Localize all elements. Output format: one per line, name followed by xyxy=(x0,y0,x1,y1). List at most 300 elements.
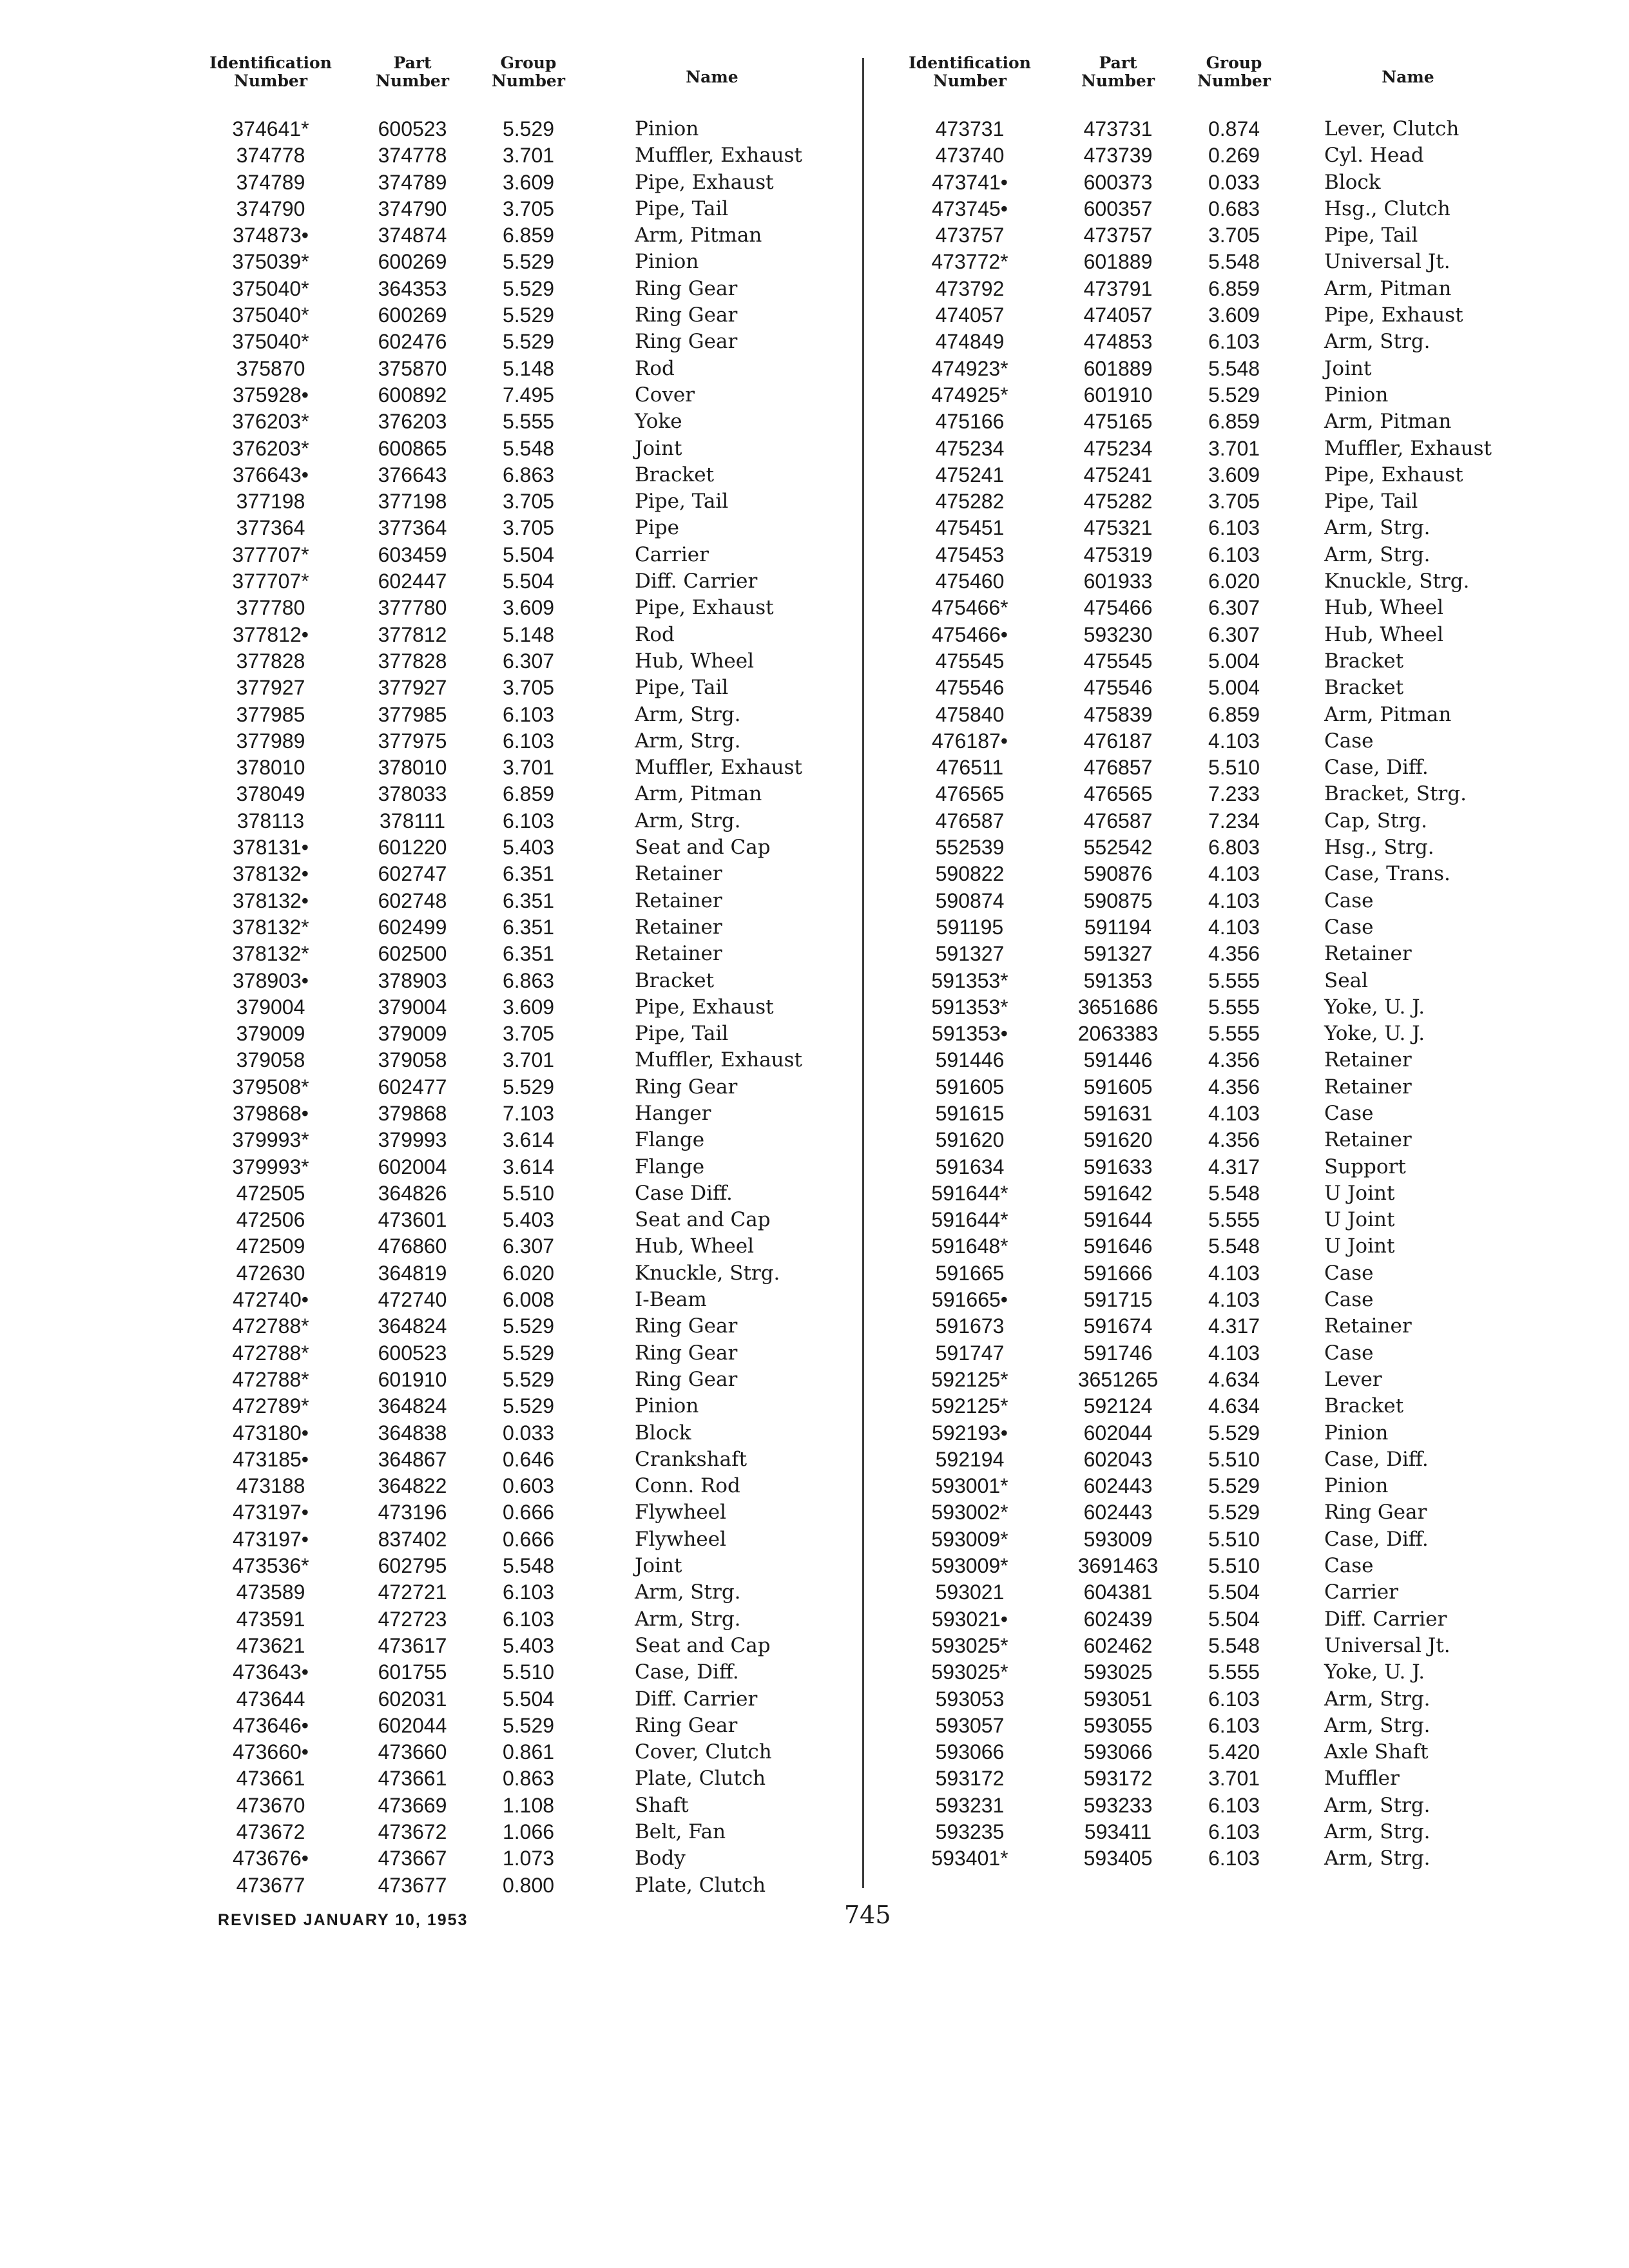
table-row xyxy=(193,861,838,887)
part-name-cell: Belt, Fan xyxy=(635,1820,726,1843)
identification-number-cell: 379993* xyxy=(232,1155,309,1178)
part-number-cell: 590876 xyxy=(1083,862,1153,886)
table-row xyxy=(193,436,838,462)
table-row xyxy=(193,222,838,249)
part-number-cell: 472721 xyxy=(378,1581,447,1604)
table-row xyxy=(889,1127,1540,1153)
part-number-cell: 602044 xyxy=(378,1713,447,1737)
identification-number-cell: 593053 xyxy=(935,1687,1005,1711)
part-number-cell: 602795 xyxy=(378,1554,447,1578)
table-row xyxy=(193,1526,838,1553)
group-number-cell: 7.495 xyxy=(502,383,555,407)
part-number-cell: 837402 xyxy=(378,1527,447,1551)
group-number-cell: 6.863 xyxy=(502,463,555,486)
group-number-cell: 6.859 xyxy=(502,782,555,806)
table-row xyxy=(193,1100,838,1127)
identification-number-cell: 473792 xyxy=(935,276,1005,300)
table-row xyxy=(193,1473,838,1499)
group-number-cell: 5.529 xyxy=(1208,383,1260,407)
table-row xyxy=(193,888,838,914)
group-number-cell: 1.073 xyxy=(502,1847,555,1870)
part-number-cell: 604381 xyxy=(1083,1581,1153,1604)
part-name-cell: Case xyxy=(1324,1554,1374,1578)
table-row xyxy=(193,1180,838,1207)
table-row xyxy=(193,1579,838,1606)
identification-number-cell: 378131• xyxy=(233,836,309,860)
table-row xyxy=(889,1420,1540,1446)
part-name-cell: Retainer xyxy=(635,915,722,939)
identification-number-cell: 475166 xyxy=(935,410,1005,434)
part-number-cell: 591715 xyxy=(1083,1288,1153,1312)
part-number-cell: 591620 xyxy=(1083,1128,1153,1152)
identification-number-cell: 474923* xyxy=(931,356,1008,380)
table-row xyxy=(193,329,838,355)
identification-number-cell: 375040* xyxy=(232,303,309,327)
identification-number-cell: 377985 xyxy=(236,702,305,726)
part-name-cell: Arm, Strg. xyxy=(1324,1847,1431,1870)
identification-number-cell: 473772* xyxy=(931,250,1008,274)
part-number-cell: 475545 xyxy=(1083,649,1153,673)
group-number-cell: 4.317 xyxy=(1208,1314,1260,1338)
identification-number-cell: 593009* xyxy=(931,1527,1008,1551)
table-row xyxy=(889,142,1540,169)
group-number-cell: 6.351 xyxy=(502,889,555,912)
identification-number-cell: 379868• xyxy=(233,1101,309,1125)
identification-number-cell: 376643• xyxy=(233,463,309,486)
part-number-cell: 379993 xyxy=(378,1128,447,1152)
table-row xyxy=(889,1074,1540,1100)
part-name-cell: Lever xyxy=(1324,1367,1382,1391)
group-number-cell: 0.033 xyxy=(502,1421,555,1445)
table-row xyxy=(889,754,1540,781)
group-number-cell: 7.234 xyxy=(1208,809,1260,832)
group-number-cell: 6.103 xyxy=(1208,1793,1260,1817)
table-row xyxy=(889,648,1540,675)
part-name-cell: Case xyxy=(1324,889,1374,912)
identification-number-cell: 591327 xyxy=(935,942,1005,966)
part-number-cell: 602476 xyxy=(378,330,447,354)
part-number-cell: 593230 xyxy=(1083,622,1153,646)
part-number-cell: 601220 xyxy=(378,836,447,860)
part-number-cell: 364822 xyxy=(378,1474,447,1498)
table-row xyxy=(193,968,838,994)
header-identification-number: Identification Number xyxy=(209,53,332,90)
right-table-body xyxy=(889,116,1540,1872)
part-name-cell: Cap, Strg. xyxy=(1324,809,1427,832)
table-row xyxy=(193,1739,838,1765)
group-number-cell: 6.103 xyxy=(502,1607,555,1631)
part-number-cell: 473669 xyxy=(378,1793,447,1817)
identification-number-cell: 593235 xyxy=(935,1820,1005,1843)
group-number-cell: 3.701 xyxy=(1208,1767,1260,1791)
part-name-cell: Muffler, Exhaust xyxy=(1324,436,1492,460)
group-number-cell: 5.529 xyxy=(502,1367,555,1391)
table-row xyxy=(889,1606,1540,1633)
table-row xyxy=(193,1393,838,1419)
part-name-cell: Muffler, Exhaust xyxy=(635,1048,803,1072)
group-number-cell: 5.548 xyxy=(1208,1235,1260,1258)
part-number-cell: 3651686 xyxy=(1077,995,1159,1019)
group-number-cell: 6.351 xyxy=(502,942,555,966)
table-row xyxy=(193,1367,838,1393)
table-row xyxy=(889,1473,1540,1499)
part-name-cell: Knuckle, Strg. xyxy=(1324,570,1470,593)
identification-number-cell: 379009 xyxy=(236,1022,305,1046)
table-row xyxy=(889,1393,1540,1419)
part-name-cell: Arm, Strg. xyxy=(1324,330,1431,354)
table-row xyxy=(889,1713,1540,1739)
part-number-cell: 377780 xyxy=(378,596,447,620)
group-number-cell: 5.529 xyxy=(1208,1501,1260,1524)
identification-number-cell: 552539 xyxy=(935,836,1005,860)
group-number-cell: 5.548 xyxy=(1208,250,1260,274)
part-name-cell: Retainer xyxy=(635,942,722,966)
part-number-cell: 600865 xyxy=(378,436,447,460)
group-number-cell: 5.529 xyxy=(502,1394,555,1418)
part-number-cell: 364824 xyxy=(378,1314,447,1338)
identification-number-cell: 475466* xyxy=(931,596,1008,620)
group-number-cell: 5.403 xyxy=(502,836,555,860)
part-name-cell: Ring Gear xyxy=(635,1075,738,1099)
group-number-cell: 5.529 xyxy=(1208,1421,1260,1445)
part-name-cell: Hanger xyxy=(635,1101,711,1125)
identification-number-cell: 378132* xyxy=(232,915,309,939)
group-number-cell: 6.859 xyxy=(1208,702,1260,726)
identification-number-cell: 378903• xyxy=(233,968,309,992)
group-number-cell: 1.066 xyxy=(502,1820,555,1843)
table-row xyxy=(193,169,838,196)
part-number-cell: 3691463 xyxy=(1077,1554,1159,1578)
part-name-cell: Muffler xyxy=(1324,1767,1400,1791)
identification-number-cell: 378132* xyxy=(232,942,309,966)
group-number-cell: 3.609 xyxy=(502,170,555,194)
part-name-cell: Arm, Strg. xyxy=(1324,516,1431,540)
part-number-cell: 591353 xyxy=(1083,968,1153,992)
identification-number-cell: 378132• xyxy=(233,889,309,912)
group-number-cell: 3.705 xyxy=(502,490,555,514)
table-row xyxy=(193,1499,838,1526)
part-name-cell: Yoke xyxy=(635,410,682,434)
part-number-cell: 602443 xyxy=(1083,1501,1153,1524)
identification-number-cell: 474057 xyxy=(935,303,1005,327)
group-number-cell: 5.004 xyxy=(1208,676,1260,700)
part-number-cell: 2063383 xyxy=(1077,1022,1159,1046)
part-number-cell: 473660 xyxy=(378,1740,447,1764)
group-number-cell: 4.103 xyxy=(1208,862,1260,886)
part-number-cell: 591674 xyxy=(1083,1314,1153,1338)
identification-number-cell: 593025* xyxy=(931,1633,1008,1657)
header-group-number: Group Number xyxy=(1197,53,1271,90)
part-name-cell: Pipe, Exhaust xyxy=(1324,463,1463,486)
part-name-cell: Pipe, Tail xyxy=(635,1022,729,1046)
page-number: 745 xyxy=(844,1901,891,1929)
group-number-cell: 5.510 xyxy=(1208,1554,1260,1578)
identification-number-cell: 591605 xyxy=(935,1075,1005,1099)
identification-number-cell: 475460 xyxy=(935,570,1005,593)
part-name-cell: Flywheel xyxy=(635,1501,727,1524)
group-number-cell: 5.548 xyxy=(502,1554,555,1578)
group-number-cell: 4.634 xyxy=(1208,1367,1260,1391)
table-row xyxy=(889,994,1540,1021)
identification-number-cell: 475282 xyxy=(935,490,1005,514)
identification-number-cell: 593009* xyxy=(931,1554,1008,1578)
table-row xyxy=(193,276,838,302)
table-row xyxy=(889,488,1540,515)
identification-number-cell: 476565 xyxy=(935,782,1005,806)
part-number-cell: 364826 xyxy=(378,1181,447,1205)
identification-number-cell: 475234 xyxy=(935,436,1005,460)
part-number-cell: 476565 xyxy=(1083,782,1153,806)
part-name-cell: Pipe, Tail xyxy=(635,676,729,700)
group-number-cell: 5.529 xyxy=(502,303,555,327)
identification-number-cell: 475840 xyxy=(935,702,1005,726)
part-name-cell: Pinion xyxy=(635,117,699,140)
part-number-cell: 473757 xyxy=(1083,224,1153,247)
part-number-cell: 593233 xyxy=(1083,1793,1153,1817)
part-name-cell: Arm, Strg. xyxy=(635,702,741,726)
identification-number-cell: 472740• xyxy=(233,1288,309,1312)
part-number-cell: 601755 xyxy=(378,1660,447,1684)
part-name-cell: Universal Jt. xyxy=(1324,1633,1451,1657)
part-name-cell: Seat and Cap xyxy=(635,836,771,860)
identification-number-cell: 473740 xyxy=(935,144,1005,168)
part-name-cell: Retainer xyxy=(1324,1314,1412,1338)
identification-number-cell: 592125* xyxy=(931,1394,1008,1418)
table-row xyxy=(193,834,838,861)
part-name-cell: U Joint xyxy=(1324,1181,1395,1205)
part-number-cell: 378903 xyxy=(378,968,447,992)
group-number-cell: 3.609 xyxy=(502,596,555,620)
group-number-cell: 0.800 xyxy=(502,1873,555,1897)
table-row xyxy=(889,808,1540,834)
group-number-cell: 5.510 xyxy=(502,1181,555,1205)
part-name-cell: Case xyxy=(1324,729,1374,753)
part-name-cell: Seal xyxy=(1324,968,1368,992)
group-number-cell: 0.861 xyxy=(502,1740,555,1764)
column-divider xyxy=(862,58,864,1888)
revision-date: REVISED JANUARY 10, 1953 xyxy=(218,1911,468,1929)
group-number-cell: 5.504 xyxy=(502,570,555,593)
part-name-cell: Rod xyxy=(635,622,675,646)
identification-number-cell: 377812• xyxy=(233,622,309,646)
left-column-header xyxy=(193,52,838,110)
part-number-cell: 473791 xyxy=(1083,276,1153,300)
table-row xyxy=(193,1207,838,1233)
identification-number-cell: 472788* xyxy=(232,1341,309,1365)
identification-number-cell: 378010 xyxy=(236,756,305,780)
table-row xyxy=(193,1127,838,1153)
group-number-cell: 4.356 xyxy=(1208,1128,1260,1152)
table-row xyxy=(193,675,838,701)
group-number-cell: 6.103 xyxy=(1208,1687,1260,1711)
part-name-cell: Bracket xyxy=(1324,649,1404,673)
part-name-cell: Pipe, Tail xyxy=(1324,224,1418,247)
part-name-cell: Pipe, Exhaust xyxy=(635,995,774,1019)
identification-number-cell: 591665• xyxy=(932,1288,1008,1312)
group-number-cell: 6.103 xyxy=(502,729,555,753)
table-row xyxy=(889,116,1540,142)
group-number-cell: 3.705 xyxy=(1208,224,1260,247)
part-name-cell: U Joint xyxy=(1324,1208,1395,1232)
identification-number-cell: 593057 xyxy=(935,1713,1005,1737)
table-row xyxy=(193,1340,838,1367)
group-number-cell: 0.269 xyxy=(1208,144,1260,168)
part-number-cell: 378111 xyxy=(379,809,446,832)
group-number-cell: 6.103 xyxy=(1208,516,1260,540)
identification-number-cell: 378049 xyxy=(236,782,305,806)
part-name-cell: Arm, Strg. xyxy=(635,729,741,753)
group-number-cell: 4.634 xyxy=(1208,1394,1260,1418)
group-number-cell: 6.008 xyxy=(502,1288,555,1312)
part-name-cell: Seat and Cap xyxy=(635,1208,771,1232)
group-number-cell: 0.683 xyxy=(1208,197,1260,220)
part-number-cell: 3651265 xyxy=(1077,1367,1159,1391)
table-row xyxy=(889,622,1540,648)
part-name-cell: Case xyxy=(1324,1261,1374,1285)
part-number-cell: 364838 xyxy=(378,1421,447,1445)
part-number-cell: 593405 xyxy=(1083,1847,1153,1870)
group-number-cell: 0.033 xyxy=(1208,170,1260,194)
part-name-cell: Yoke, U. J. xyxy=(1324,995,1425,1019)
part-number-cell: 473677 xyxy=(378,1873,447,1897)
part-number-cell: 473667 xyxy=(378,1847,447,1870)
part-number-cell: 375870 xyxy=(378,356,447,380)
part-number-cell: 374778 xyxy=(378,144,447,168)
table-row xyxy=(889,1845,1540,1872)
identification-number-cell: 591673 xyxy=(935,1314,1005,1338)
group-number-cell: 6.103 xyxy=(502,1581,555,1604)
part-name-cell: Conn. Rod xyxy=(635,1474,740,1498)
group-number-cell: 0.646 xyxy=(502,1447,555,1471)
part-name-cell: Ring Gear xyxy=(635,1314,738,1338)
part-number-cell: 474853 xyxy=(1083,330,1153,354)
table-row xyxy=(193,515,838,541)
group-number-cell: 5.504 xyxy=(1208,1607,1260,1631)
table-row xyxy=(889,1579,1540,1606)
table-row xyxy=(889,542,1540,568)
table-row xyxy=(193,914,838,941)
table-row xyxy=(193,249,838,275)
group-number-cell: 3.701 xyxy=(502,1048,555,1072)
part-number-cell: 364824 xyxy=(378,1394,447,1418)
part-number-cell: 377198 xyxy=(378,490,447,514)
table-row xyxy=(889,1180,1540,1207)
group-number-cell: 5.529 xyxy=(502,117,555,140)
part-number-cell: 364867 xyxy=(378,1447,447,1471)
group-number-cell: 6.103 xyxy=(1208,1847,1260,1870)
part-number-cell: 591646 xyxy=(1083,1235,1153,1258)
group-number-cell: 3.705 xyxy=(502,676,555,700)
group-number-cell: 3.705 xyxy=(502,1022,555,1046)
part-name-cell: Joint xyxy=(635,1554,682,1578)
part-name-cell: Plate, Clutch xyxy=(635,1767,766,1791)
group-number-cell: 6.859 xyxy=(1208,276,1260,300)
group-number-cell: 4.103 xyxy=(1208,729,1260,753)
part-number-cell: 473601 xyxy=(378,1208,447,1232)
group-number-cell: 4.356 xyxy=(1208,1075,1260,1099)
part-name-cell: Carrier xyxy=(635,543,709,566)
identification-number-cell: 473757 xyxy=(935,224,1005,247)
part-name-cell: Arm, Strg. xyxy=(1324,1793,1431,1817)
part-number-cell: 473617 xyxy=(378,1633,447,1657)
table-row xyxy=(889,436,1540,462)
part-number-cell: 377975 xyxy=(378,729,447,753)
identification-number-cell: 379993* xyxy=(232,1128,309,1152)
part-name-cell: Pipe xyxy=(635,516,679,540)
part-name-cell: Retainer xyxy=(1324,1048,1412,1072)
part-number-cell: 472723 xyxy=(378,1607,447,1631)
part-number-cell: 602477 xyxy=(378,1075,447,1099)
table-row xyxy=(889,1313,1540,1340)
part-number-cell: 379009 xyxy=(378,1022,447,1046)
identification-number-cell: 473670 xyxy=(236,1793,305,1817)
part-number-cell: 476860 xyxy=(378,1235,447,1258)
identification-number-cell: 473197• xyxy=(233,1501,309,1524)
table-row xyxy=(889,1792,1540,1819)
part-number-cell: 374874 xyxy=(378,224,447,247)
identification-number-cell: 472788* xyxy=(232,1314,309,1338)
part-name-cell: Shaft xyxy=(635,1793,689,1817)
part-name-cell: Ring Gear xyxy=(635,330,738,354)
group-number-cell: 5.555 xyxy=(1208,1022,1260,1046)
group-number-cell: 6.103 xyxy=(1208,1820,1260,1843)
part-number-cell: 376203 xyxy=(378,410,447,434)
identification-number-cell: 591353* xyxy=(931,968,1008,992)
group-number-cell: 5.529 xyxy=(502,1075,555,1099)
group-number-cell: 5.529 xyxy=(502,1341,555,1365)
part-name-cell: Flange xyxy=(635,1128,705,1152)
identification-number-cell: 475241 xyxy=(935,463,1005,486)
part-name-cell: Diff. Carrier xyxy=(635,570,758,593)
part-number-cell: 602443 xyxy=(1083,1474,1153,1498)
identification-number-cell: 593066 xyxy=(935,1740,1005,1764)
part-number-cell: 378010 xyxy=(378,756,447,780)
identification-number-cell: 377989 xyxy=(236,729,305,753)
part-name-cell: Ring Gear xyxy=(635,1341,738,1365)
part-number-cell: 476587 xyxy=(1083,809,1153,832)
group-number-cell: 6.307 xyxy=(502,649,555,673)
group-number-cell: 6.103 xyxy=(502,809,555,832)
part-number-cell: 377364 xyxy=(378,516,447,540)
part-name-cell: Case, Diff. xyxy=(635,1660,739,1684)
group-number-cell: 0.863 xyxy=(502,1767,555,1791)
part-name-cell: Ring Gear xyxy=(1324,1501,1427,1524)
identification-number-cell: 378132• xyxy=(233,862,309,886)
identification-number-cell: 475451 xyxy=(935,516,1005,540)
identification-number-cell: 592194 xyxy=(935,1447,1005,1471)
table-row xyxy=(193,382,838,408)
part-name-cell: Pinion xyxy=(635,250,699,274)
group-number-cell: 6.803 xyxy=(1208,836,1260,860)
part-name-cell: Bracket xyxy=(1324,676,1404,700)
part-name-cell: Retainer xyxy=(1324,942,1412,966)
group-number-cell: 6.103 xyxy=(502,702,555,726)
part-number-cell: 475241 xyxy=(1083,463,1153,486)
part-name-cell: Ring Gear xyxy=(635,276,738,300)
group-number-cell: 3.705 xyxy=(1208,490,1260,514)
part-number-cell: 374789 xyxy=(378,170,447,194)
part-name-cell: Retainer xyxy=(635,889,722,912)
identification-number-cell: 473731 xyxy=(935,117,1005,140)
group-number-cell: 5.510 xyxy=(1208,1527,1260,1551)
part-name-cell: Yoke, U. J. xyxy=(1324,1022,1425,1046)
group-number-cell: 5.548 xyxy=(1208,1633,1260,1657)
table-row xyxy=(889,968,1540,994)
identification-number-cell: 473745• xyxy=(932,197,1008,220)
group-number-cell: 6.103 xyxy=(1208,543,1260,566)
group-number-cell: 5.555 xyxy=(1208,1660,1260,1684)
part-name-cell: Yoke, U. J. xyxy=(1324,1660,1425,1684)
